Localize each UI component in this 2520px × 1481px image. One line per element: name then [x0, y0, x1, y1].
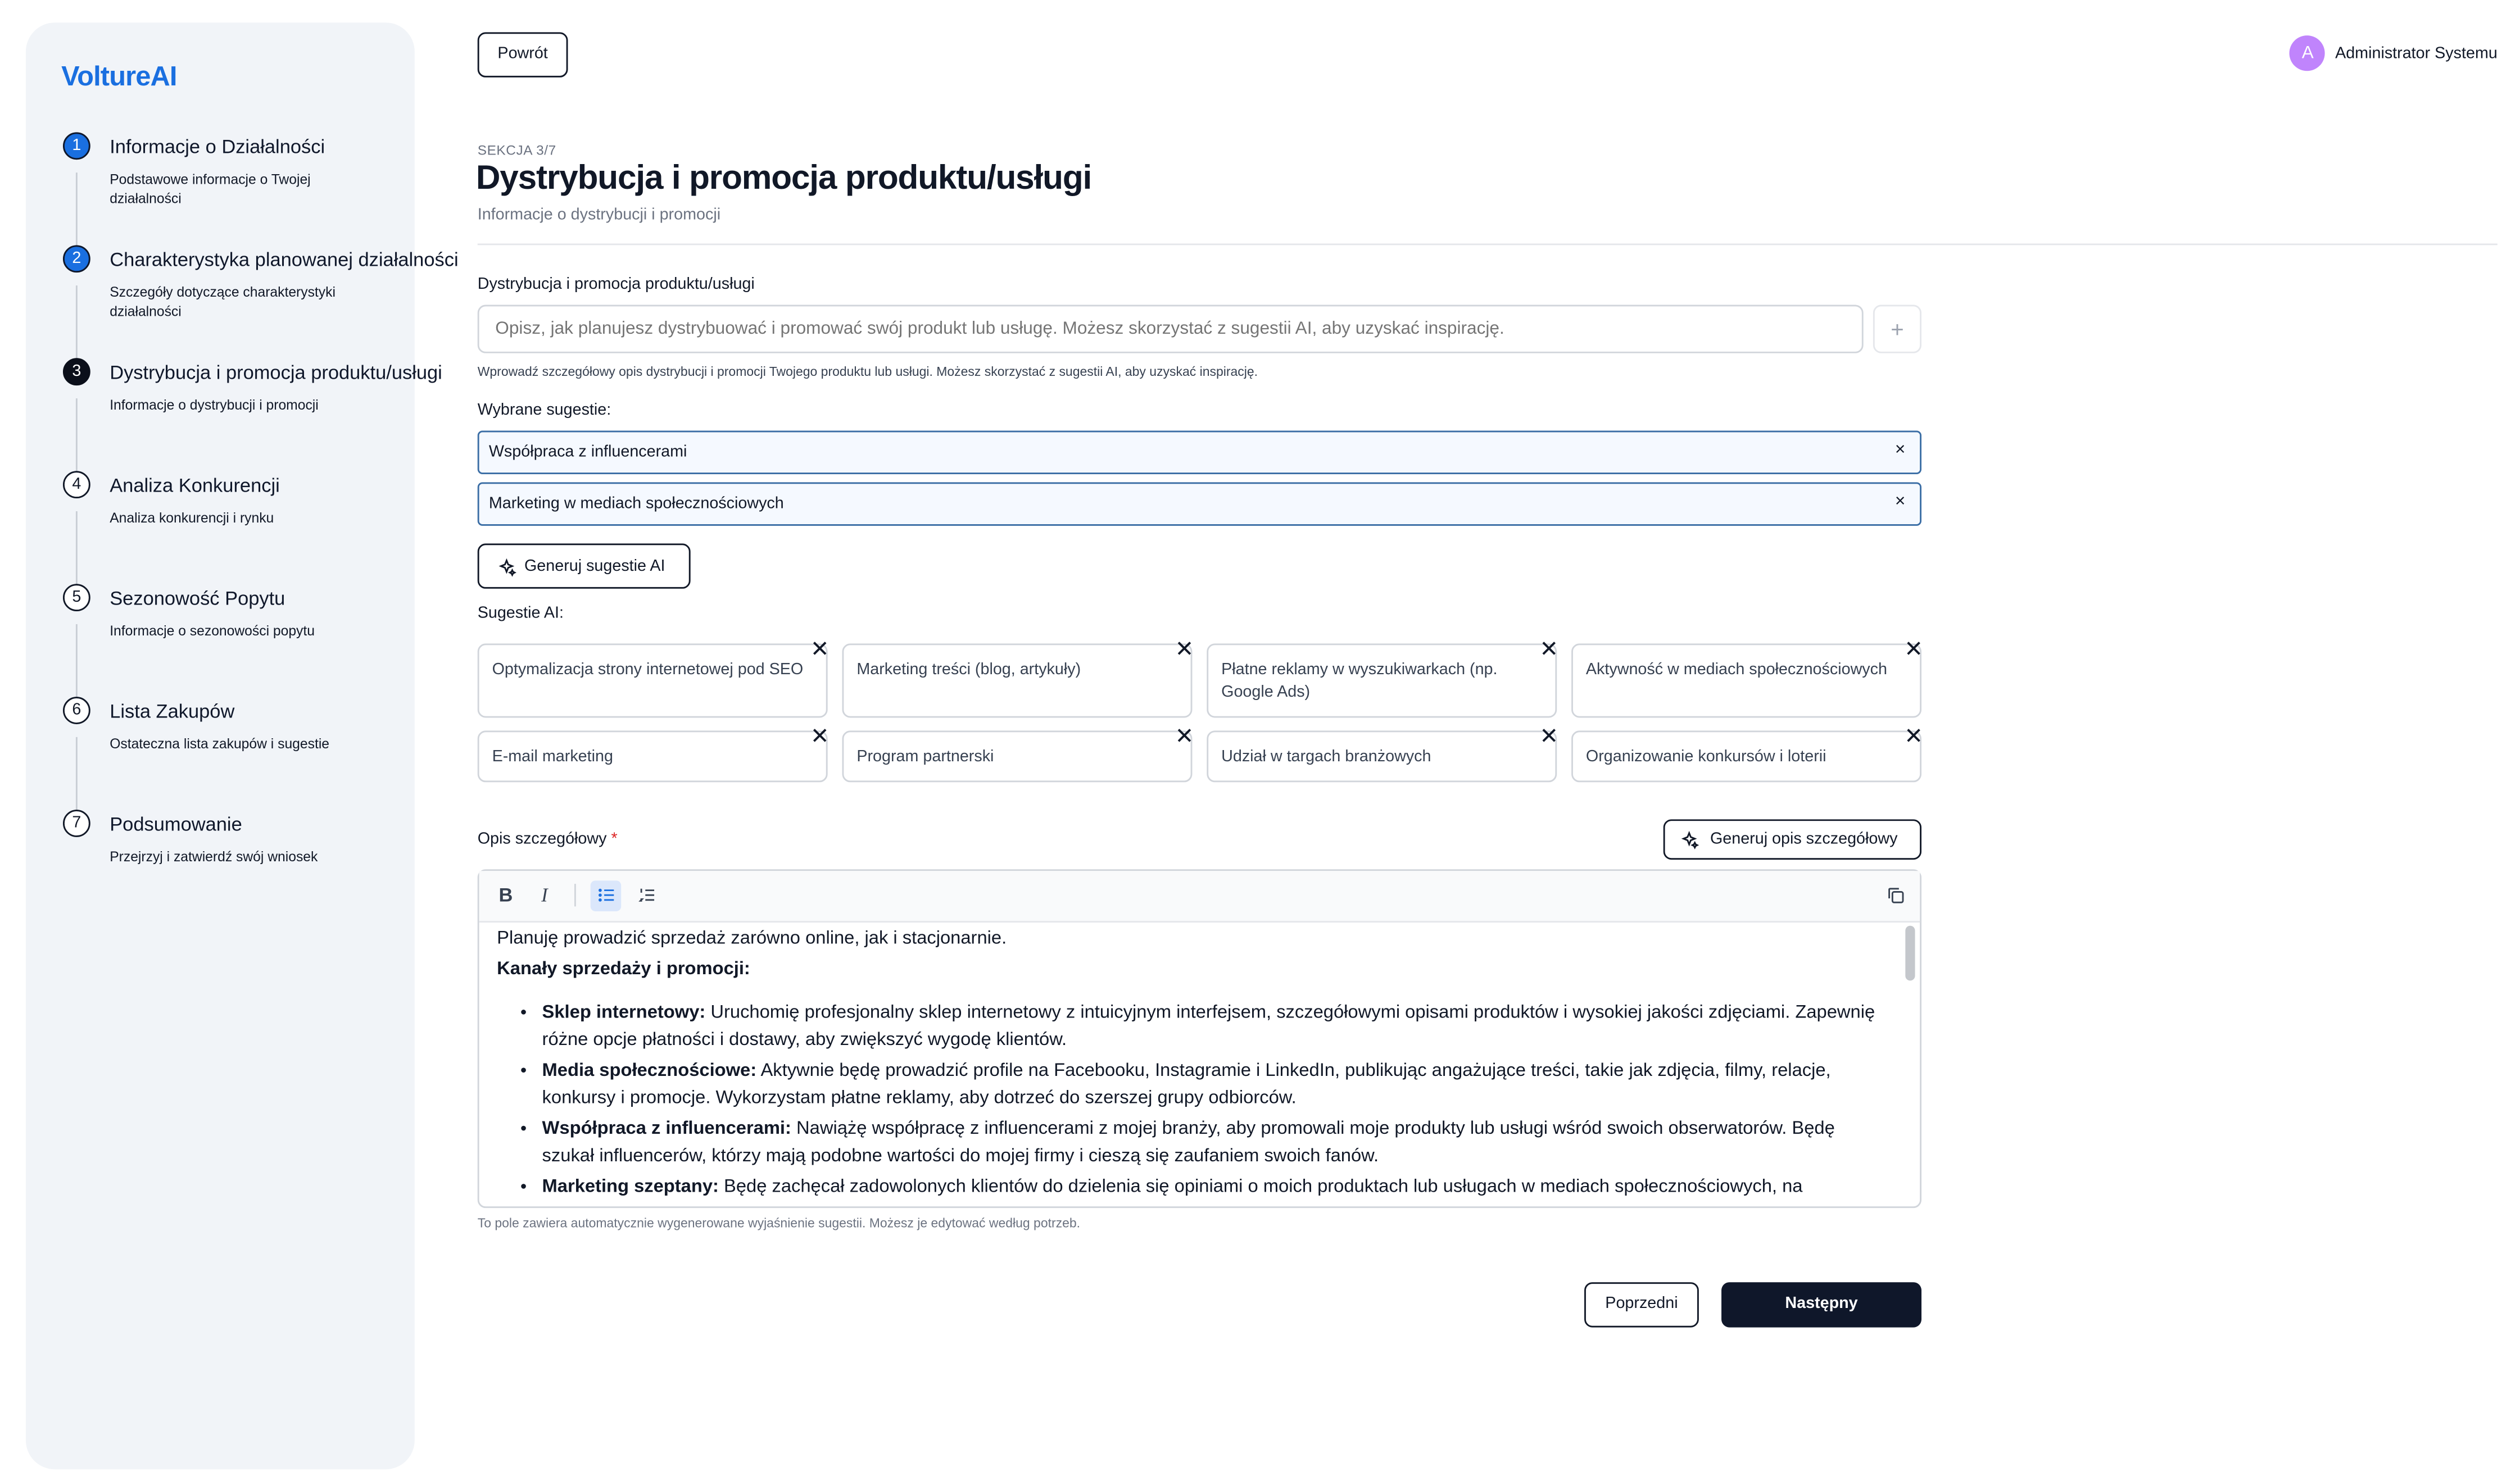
previous-button[interactable]: Poprzedni [1584, 1282, 1699, 1327]
numbered-list-icon[interactable] [631, 880, 661, 911]
close-icon[interactable]: ✕ [1539, 635, 1559, 661]
user-menu[interactable] [2290, 35, 2498, 71]
divider [478, 243, 2498, 245]
step-connector [76, 285, 78, 369]
step-title: Dystrybucja i promocja produktu/usługi [110, 361, 442, 384]
step-description: Ostateczna lista zakupów i sugestie [110, 735, 330, 752]
close-icon[interactable]: × [1894, 492, 1906, 512]
step-title: Sezonowość Popytu [110, 587, 285, 610]
step-number: 7 [63, 810, 90, 837]
step-description: Informacje o sezonowości popytu [110, 623, 315, 639]
suggestion-text: Płatne reklamy w wyszukiwarkach (np. Google Ads) [1221, 661, 1498, 702]
close-icon[interactable]: × [1894, 440, 1906, 460]
suggestion-text: Organizowanie konkursów i loterii [1585, 748, 1826, 766]
italic-icon[interactable]: I [541, 884, 548, 907]
list-item-term: Media społecznościowe: [542, 1061, 757, 1081]
step-connector [76, 172, 78, 256]
step-number: 2 [63, 245, 90, 272]
list-item-term: Marketing szeptany: [542, 1177, 719, 1197]
copy-icon[interactable] [1879, 880, 1910, 911]
user-name: Administrator Systemu [2335, 44, 2498, 62]
close-icon[interactable]: ✕ [1904, 723, 1923, 749]
step-number: 1 [63, 132, 90, 160]
ai-suggestion-card[interactable] [478, 723, 830, 782]
suggestion-text: Program partnerski [856, 748, 994, 766]
list-item-term: Współpraca z influencerami: [542, 1119, 791, 1139]
generate-detail-button[interactable] [1664, 819, 1921, 860]
editor-scrollbar[interactable] [1905, 926, 1915, 981]
ai-suggestion-card[interactable] [842, 635, 1194, 717]
ai-suggestion-card[interactable] [1207, 723, 1559, 782]
detail-hint: To pole zawiera automatycznie wygenerowane wyjaśnienie sugestii. Możesz je edytować według potrzeb. [477, 1216, 1081, 1231]
required-mark: * [611, 830, 618, 848]
step-description: Szczegóły dotyczące charakterystyki działalności [110, 284, 336, 320]
step-description: Podstawowe informacje o Twojej działalności [110, 171, 311, 207]
selected-chip [478, 482, 1921, 526]
ai-suggestions-label: Sugestie AI: [477, 605, 564, 623]
list-item-text: Nawiążę współpracę z influencerami z mojej branży, aby promowali moje produkty lub usługi wśród swoich obserwatorów. Będę szukał influencerów, którzy mają podobne wartości do mojej firmy i cieszą się zaufaniem swoich fanów. [542, 1119, 1835, 1166]
field-label: Dystrybucja i promocja produktu/usługi [477, 275, 755, 294]
ai-suggestion-card[interactable] [1571, 723, 1923, 782]
generate-suggestions-label: Generuj sugestie AI [524, 558, 665, 576]
page-title: Dystrybucja i promocja produktu/usługi [475, 160, 1092, 197]
list-item-term: Sklep internetowy: [542, 1003, 706, 1023]
detail-label-text: Opis szczegółowy [477, 830, 607, 848]
back-button[interactable]: Powrót [478, 32, 568, 77]
close-icon[interactable]: ✕ [1904, 635, 1923, 661]
bold-icon[interactable]: B [498, 884, 513, 907]
step-description: Informacje o dystrybucji i promocji [110, 397, 319, 413]
step-title: Lista Zakupów [110, 699, 235, 723]
ai-suggestion-card[interactable] [1571, 635, 1923, 717]
suggestion-text: Udział w targach branżowych [1221, 748, 1431, 766]
step-number: 3 [63, 358, 90, 385]
step-title: Analiza Konkurencji [110, 474, 280, 497]
channels-heading: Kanały sprzedaży i promocji: [497, 960, 750, 979]
detail-label [478, 830, 618, 848]
suggestion-text: Marketing treści (blog, artykuły) [856, 661, 1081, 679]
intro-paragraph: Planuję prowadzić sprzedaż zarówno online, jak i stacjonarnie. [497, 929, 1007, 948]
generate-detail-label: Generuj opis szczegółowy [1710, 830, 1898, 848]
chip-label: Marketing w mediach społecznościowych [488, 495, 784, 513]
bullet-list-icon[interactable] [591, 880, 622, 911]
editor-content[interactable] [497, 926, 1891, 1205]
suggestion-text: E-mail marketing [492, 748, 613, 766]
close-icon[interactable]: ✕ [1539, 723, 1559, 749]
list-item [542, 1174, 1891, 1202]
list-item [542, 1000, 1891, 1055]
ai-suggestion-card[interactable] [842, 723, 1194, 782]
ai-suggestion-card[interactable] [478, 635, 830, 717]
ai-suggestion-card[interactable] [1207, 635, 1559, 717]
brand-logo[interactable]: VoltureAI [61, 61, 177, 92]
step-connector [76, 737, 78, 821]
step-connector [76, 511, 78, 595]
sparkles-icon [497, 558, 516, 577]
next-button[interactable]: Następny [1721, 1282, 1921, 1327]
suggestion-text: Optymalizacja strony internetowej pod SEO [492, 661, 804, 679]
step-connector [76, 624, 78, 708]
section-counter: SEKCJA 3/7 [477, 142, 556, 158]
step-description: Przejrzyj i zatwierdź swój wniosek [110, 848, 318, 865]
add-button[interactable]: + [1873, 305, 1921, 353]
step-connector [76, 398, 78, 482]
step-title: Podsumowanie [110, 812, 242, 836]
list-item-text: Aktywnie będę prowadzić profile na Facebooku, Instagramie i LinkedIn, publikując angażujące treści, takie jak zdjęcia, filmy, relacje, konkursy i promocje. Wykorzystam płatne reklamy, aby dotrzeć do szerszej grupy odbiorców. [542, 1061, 1831, 1109]
suggestion-text: Aktywność w mediach społecznościowych [1585, 661, 1888, 679]
sidebar [26, 22, 459, 1469]
close-icon[interactable]: ✕ [1175, 635, 1194, 661]
selected-chip [478, 430, 1921, 474]
step-title: Informacje o Działalności [110, 135, 325, 158]
close-icon[interactable]: ✕ [810, 635, 830, 661]
toolbar-separator [574, 884, 576, 906]
list-item [542, 1116, 1891, 1171]
step-number: 4 [63, 471, 90, 498]
list-item-text: Będę zachęcał zadowolonych klientów do dzielenia się opiniami o moich produktach lub usługach w mediach społecznościowych, na [718, 1177, 1803, 1197]
step-number: 6 [63, 697, 90, 724]
step-title: Charakterystyka planowanej działalności [110, 248, 459, 271]
step-number: 5 [63, 584, 90, 611]
channels-list [497, 1000, 1891, 1202]
close-icon[interactable]: ✕ [810, 723, 830, 749]
list-item-text: Uruchomię profesjonalny sklep internetowy z intuicyjnym interfejsem, szczegółowymi opisami produktów i wysokiej jakości zdjęciami. Zapewnię różne opcje płatności i dostawy, aby zwiększyć wygodę klientów. [542, 1003, 1875, 1050]
step-description: Analiza konkurencji i rynku [110, 510, 274, 526]
list-item [542, 1058, 1891, 1113]
sparkles-icon [1679, 830, 1698, 849]
close-icon[interactable]: ✕ [1175, 723, 1194, 749]
page-subtitle: Informacje o dystrybucji i promocji [477, 206, 721, 225]
detail-editor[interactable] [478, 869, 1921, 1208]
chip-label: Współpraca z influencerami [488, 443, 687, 462]
selected-label: Wybrane sugestie: [477, 401, 611, 420]
editor-toolbar [479, 871, 1920, 923]
generate-suggestions-button[interactable] [478, 543, 691, 588]
distribution-input[interactable] [478, 305, 1864, 353]
field-hint: Wprowadź szczegółowy opis dystrybucji i promocji Twojego produktu lub usługi. Możesz skorzystać z sugestii AI, aby uzyskać inspirację. [477, 364, 1258, 379]
avatar: A [2290, 35, 2326, 71]
